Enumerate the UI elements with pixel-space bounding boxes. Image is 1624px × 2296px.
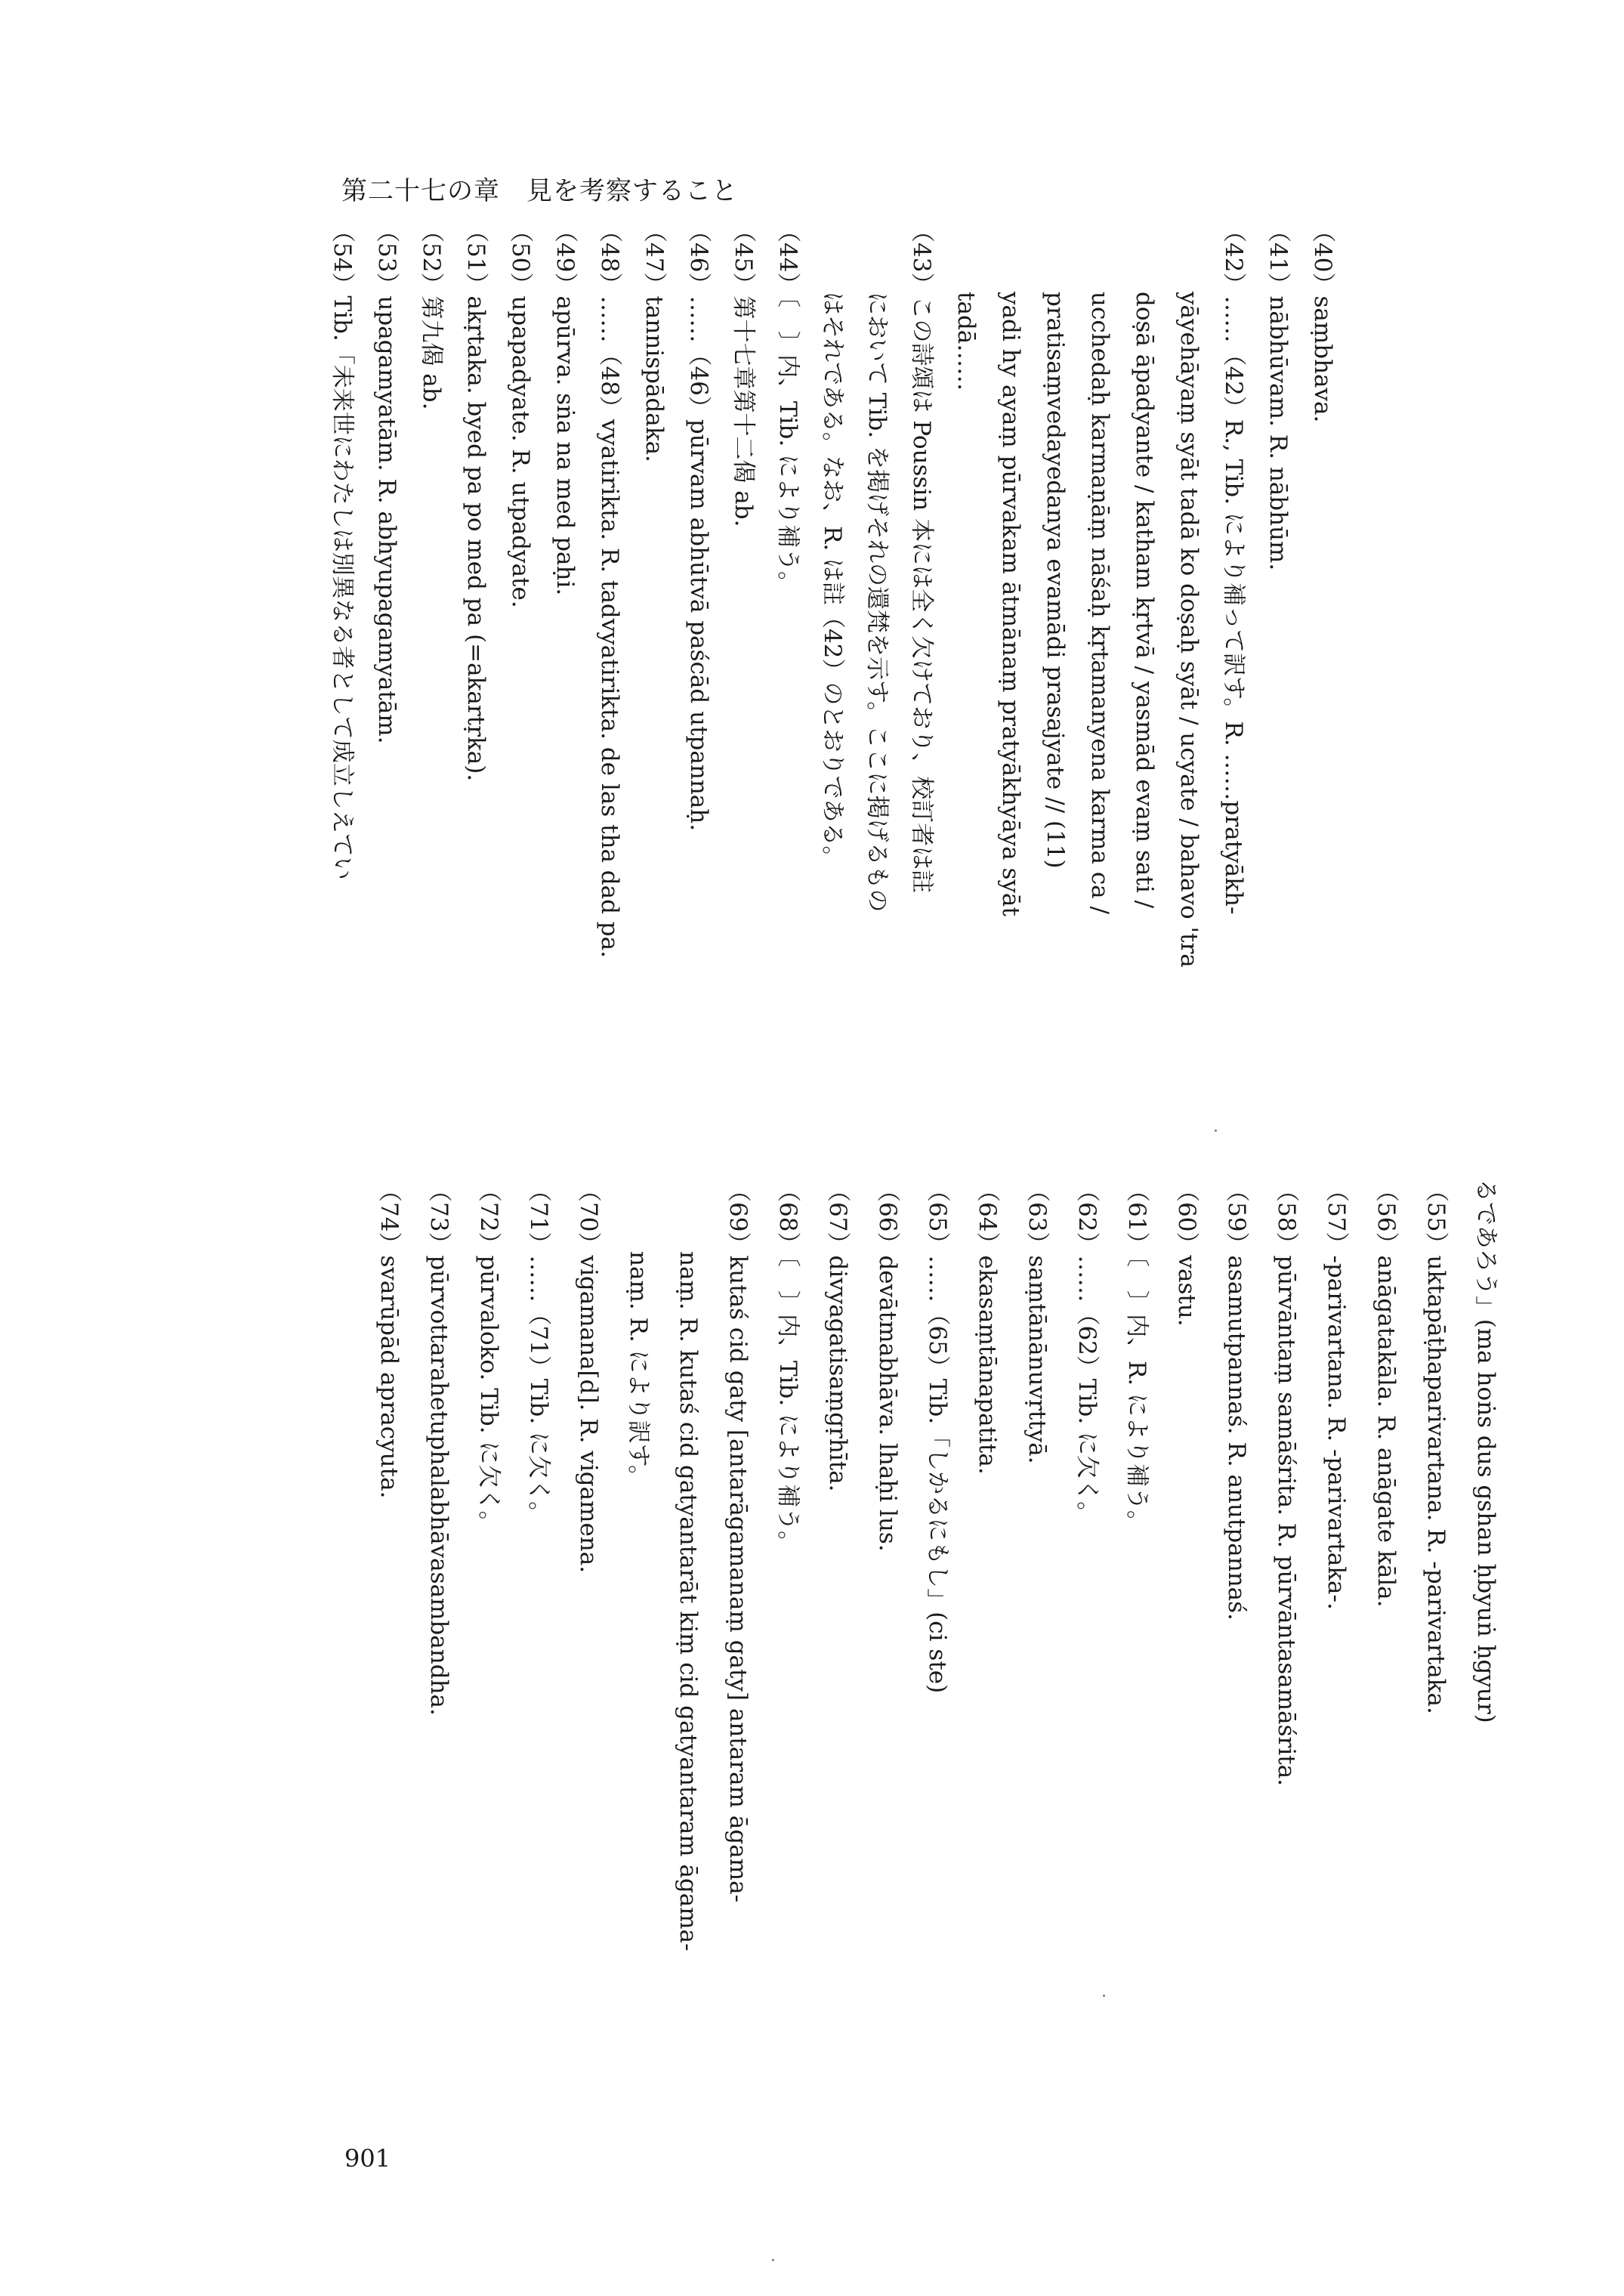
note-line: において Tib. を掲げそれの還梵を示す。ここに掲げるもの: [863, 292, 891, 913]
note-line: （41）nābhūvam. R. nābhūm.: [1264, 219, 1292, 571]
note-line: （45）第十七章第十二偈 ab.: [730, 219, 757, 527]
note-line: （66）devātmabhāva. lhaḥi lus.: [874, 1179, 901, 1552]
note-line: （55）uktapāṭhaparivartana. R. -parivartaka.: [1422, 1179, 1450, 1714]
note-line: （42）……（42）R., Tib. により補って訳す。R. ……pratyākh-: [1220, 219, 1247, 915]
note-line: yadi hy ayaṃ pūrvakam ātmānaṃ pratyākhyāya syāt: [997, 292, 1024, 916]
note-line: （67）divyagatisaṃgṛhīta.: [824, 1179, 851, 1492]
note-line: （47）tannispādaka.: [641, 219, 668, 462]
note-line: （48）……（48）vyatirikta. R. tadvyatirikta. de las tha dad pa.: [596, 219, 623, 958]
scan-speck: [1215, 1129, 1217, 1132]
page-number: 901: [344, 2144, 391, 2173]
note-line: （49）apūrva. sṅa na med paḥi.: [551, 219, 579, 596]
note-line: （44）〔 〕内、Tib. により補う。: [774, 219, 801, 595]
note-line: （62）……（62）Tib. に欠く。: [1073, 1179, 1101, 1525]
note-line: （65）……（65）Tib.「しかるにもし」(ci ste): [924, 1179, 951, 1694]
note-line: （59）asamutpannaś. R. anutpannaś.: [1223, 1179, 1250, 1621]
note-line: doṣā āpadyante / katham kṛtvā / yasmād evaṃ sati /: [1131, 292, 1158, 909]
notes-upper-block: [302, 219, 1345, 1020]
note-line: （46）……（46）pūrvam abhūtvā paścād utpannaḥ.: [685, 219, 712, 832]
running-header: 第二十七の章 見を考察すること: [341, 176, 738, 206]
note-line: （60）vastu.: [1173, 1179, 1200, 1327]
note-line: pratisaṃvedayedanya evamādi prasajyate // (11): [1042, 292, 1069, 869]
notes-lower-block: [302, 1179, 1511, 1979]
note-line: （50）upapadyate. R. utpadyate.: [507, 219, 534, 608]
note-line: ucchedaḥ karmaṇāṃ nāśaḥ kṛtamanyena karma ca /: [1086, 292, 1113, 914]
note-line: （64）ekasaṃtānapatita.: [974, 1179, 1001, 1475]
scan-speck: [772, 2259, 774, 2261]
note-line: （43）この詩頌は Poussin 本には全く欠けており、校訂者は註: [908, 219, 935, 894]
note-line: （57）-parivartana. R. -parivartaka-.: [1323, 1179, 1350, 1610]
note-line: （40）saṃbhava.: [1309, 219, 1336, 423]
note-line: （70）vigamana[d]. R. vigamena.: [575, 1179, 602, 1574]
note-line: （68）〔 〕内、Tib. により補う。: [774, 1179, 801, 1555]
note-line: naṃ. R. により訳す。: [625, 1251, 652, 1489]
note-line: （71）……（71）Tib. に欠く。: [525, 1179, 552, 1525]
note-line: tadā……: [952, 292, 980, 391]
note-line: naṃ. R. kutaś cid gatyantarāt kiṃ cid gatyantaram āgama-: [675, 1251, 702, 1951]
note-line: るであろう」(ma hoṅs dus gshan ḥbyuṅ ḥgyur): [1472, 1179, 1499, 1723]
note-line: （61）〔 〕内、R. により補う。: [1123, 1179, 1150, 1534]
note-line: （74）svarūpād apracyuta.: [375, 1179, 403, 1499]
note-line: （72）pūrvaloko. Tib. に欠く。: [475, 1179, 502, 1534]
note-line: （69）kutaś cid gaty [antarāgamanaṃ gaty] antaram āgama-: [724, 1179, 752, 1903]
note-line: はそれである。なお、R. は註（42）のとおりである。: [819, 292, 846, 870]
note-line: （51）akṛtaka. byed pa po med pa (=akartṛka).: [462, 219, 489, 782]
note-line: （54）Tib.「未来世にわたしは別異なる者として成立しえてい: [329, 219, 356, 880]
note-line: yāyehāyaṃ syāt tadā ko doṣaḥ syāt / ucyate / bahavo 'tra: [1175, 292, 1203, 968]
note-line: （56）anāgatakāla. R. anāgate kāla.: [1372, 1179, 1400, 1608]
note-line: （63）saṃtānānuvṛttyā.: [1023, 1179, 1051, 1464]
note-line: （58）pūrvāntaṃ samāśrita. R. pūrvāntasamāśrita.: [1273, 1179, 1300, 1787]
note-line: （52）第九偈 ab.: [418, 219, 445, 410]
note-line: （53）upagamyatām. R. abhyupagamyatām.: [373, 219, 400, 744]
scan-speck: [1103, 1995, 1105, 1997]
note-line: （73）pūrvottarahetuphalabhāvasambandha.: [425, 1179, 452, 1716]
